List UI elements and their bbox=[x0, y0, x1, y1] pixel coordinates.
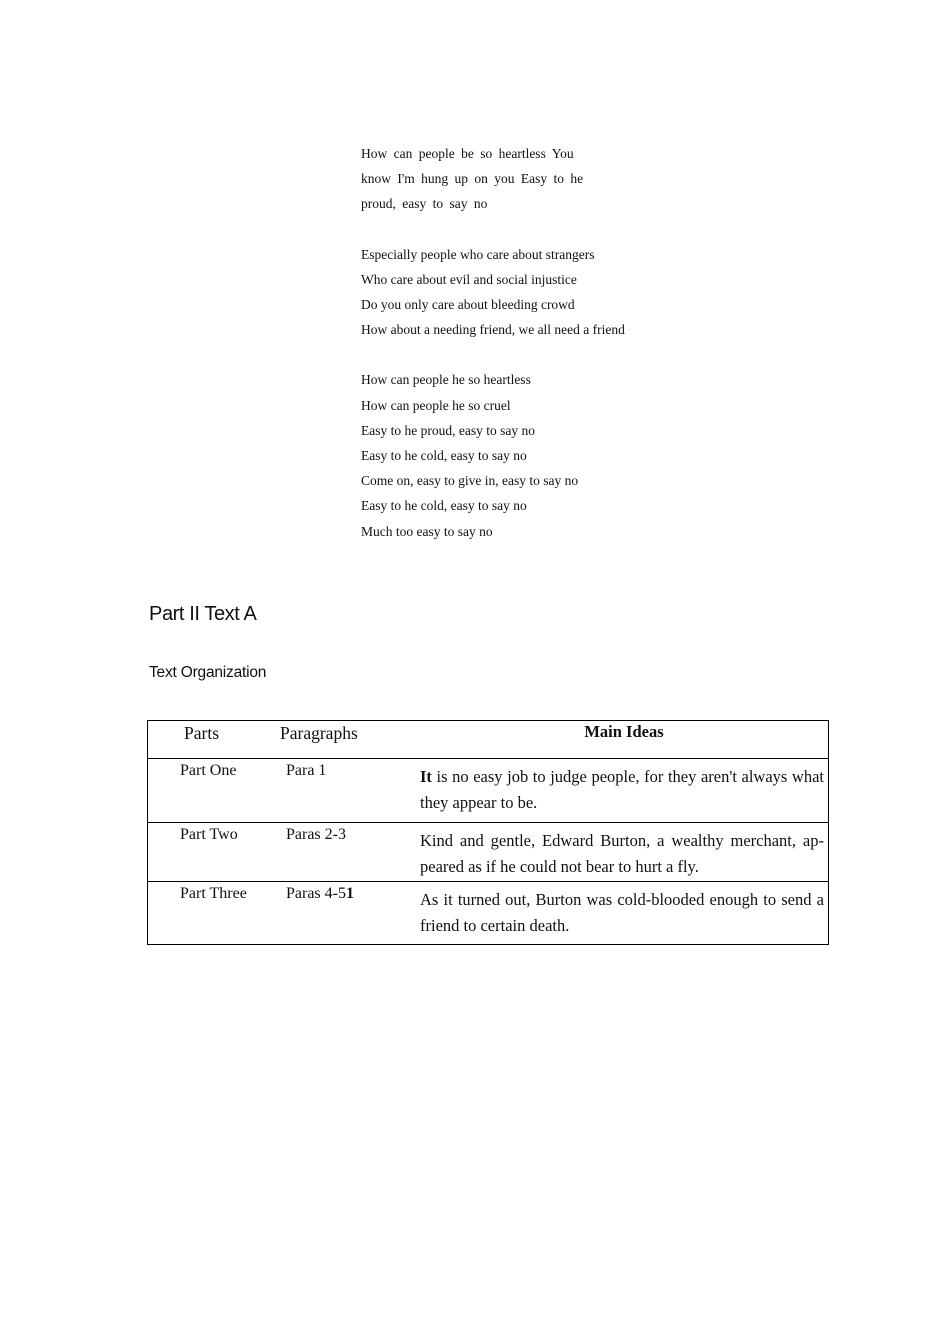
cell-paragraphs: Paras 2-3 bbox=[286, 826, 346, 843]
lyric-line: Easy to he cold, easy to say no bbox=[361, 448, 527, 464]
lyric-line: How about a needing friend, we all need a friend bbox=[361, 322, 625, 338]
lyric-line: Easy to he cold, easy to say no bbox=[361, 498, 527, 514]
cell-part: Part One bbox=[180, 762, 237, 779]
text-organization-table bbox=[147, 720, 829, 945]
paragraphs-suffix: 1 bbox=[345, 885, 354, 902]
lyric-line: proud, easy to say no bbox=[361, 196, 488, 212]
lyric-line: How can people he so heartless bbox=[361, 372, 531, 388]
song-lyrics bbox=[361, 141, 625, 569]
cell-paragraphs: Para 1 bbox=[286, 762, 327, 779]
idea-lead-word: It bbox=[420, 767, 432, 786]
table-row bbox=[148, 759, 829, 823]
lyric-line: Do you only care about bleeding crowd bbox=[361, 297, 575, 313]
lyrics-stanza-1 bbox=[361, 141, 625, 217]
lyric-line: Easy to he proud, easy to say no bbox=[361, 422, 535, 438]
cell-main-idea bbox=[420, 759, 829, 823]
table-row bbox=[148, 882, 829, 945]
lyric-line: Much too easy to say no bbox=[361, 523, 493, 539]
lyric-line: How can people he so cruel bbox=[361, 397, 511, 413]
lyrics-stanza-2 bbox=[361, 242, 625, 343]
header-main-ideas: Main Ideas bbox=[584, 722, 664, 741]
lyric-line: How can people be so heartless You bbox=[361, 146, 574, 161]
table-row bbox=[148, 823, 829, 882]
cell-part: Part Two bbox=[180, 826, 238, 843]
table-header-row bbox=[148, 721, 829, 759]
lyric-line: Who care about evil and social injustice bbox=[361, 271, 577, 287]
paragraphs-prefix: Paras 4-5 bbox=[286, 885, 346, 902]
lyric-line: Especially people who care about strangers bbox=[361, 246, 595, 262]
idea-text: is no easy job to judge people, for they aren't always what they appear to be. bbox=[420, 767, 824, 812]
lyric-line: Come on, easy to give in, easy to say no bbox=[361, 473, 579, 489]
header-paragraphs: Paragraphs bbox=[280, 723, 358, 743]
cell-main-idea: Kind and gentle, Edward Burton, a wealthy merchant, ap-peared as if he could not bear to hurt a fly. bbox=[420, 831, 824, 876]
cell-main-idea: As it turned out, Burton was cold-blooded enough to send a friend to certain death. bbox=[420, 890, 824, 935]
cell-paragraphs bbox=[280, 882, 420, 945]
header-parts: Parts bbox=[184, 723, 219, 743]
section-subheading: Text Organization bbox=[149, 664, 267, 681]
lyric-line: know I'm hung up on you Easy to he bbox=[361, 171, 584, 187]
section-heading: Part II Text A bbox=[149, 603, 257, 625]
cell-part: Part Three bbox=[180, 885, 247, 902]
lyrics-stanza-3 bbox=[361, 367, 625, 543]
